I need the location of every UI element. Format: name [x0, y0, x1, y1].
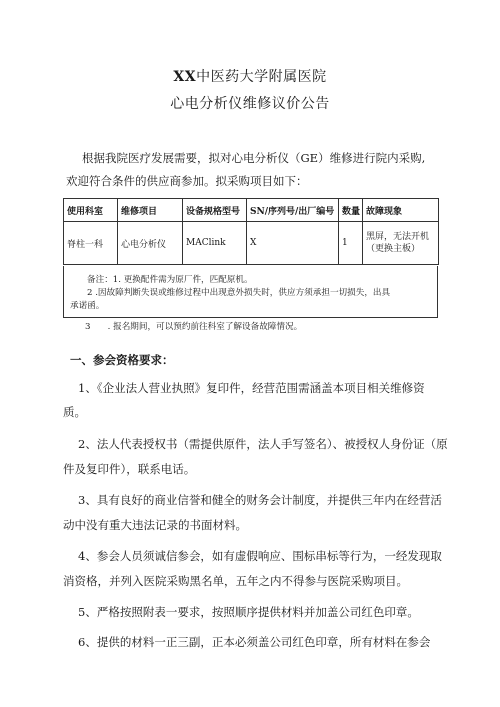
paragraph-line: 动中没有重大违法记录的书面材料。	[63, 518, 247, 532]
paragraph-line: 1、《企业法人营业执照》复印件，经营范围需涵盖本项目相关维修资	[78, 381, 425, 395]
paragraph-line: 件及复印件），联系电话。	[63, 462, 196, 476]
header-model: 设备规格型号	[183, 199, 247, 222]
paragraph-line: 4、参会人员须诚信参会，如有虚假响应、围标串标等行为，一经发现取	[78, 549, 442, 563]
cell-quantity: 1	[339, 222, 363, 265]
paragraph-line: 5、严格按照附表一要求，按照顺序提供材料并加盖公司红色印章。	[78, 605, 419, 619]
paragraph-line: 质。	[63, 405, 86, 419]
header-fault: 故障现象	[363, 199, 439, 222]
hospital-title	[0, 66, 500, 86]
intro-line-1: 根据我院医疗发展需要，拟对心电分析仪（GE）维修进行院内采购,	[82, 151, 426, 165]
paragraph-line: 消资格，并列入医院采购黑名单，五年之内不得参与医院采购项目。	[63, 574, 408, 588]
section-heading: 一、参会资格要求：	[70, 353, 174, 367]
procurement-table	[63, 198, 439, 265]
announcement-subtitle: 心电分析仪维修议价公告	[170, 96, 330, 112]
notes-box	[63, 266, 438, 318]
note-line-2a: 2 .因故障判断失误或维修过程中出现意外损失时，供应方须承担一切损失，出具	[87, 288, 391, 298]
cell-fault: 黑屏，无法开机（更换主板）	[363, 222, 439, 265]
note-line-3: 3 . 报名期间，可以预约前往科室了解设备故障情况。	[85, 322, 303, 332]
cell-model: MAClink	[183, 222, 247, 265]
cell-serial: X	[247, 222, 339, 265]
cell-repair-item: 心电分析仪	[118, 222, 183, 265]
title-main: 中医药大学附属医院	[196, 69, 327, 85]
title-prefix: XX	[173, 69, 197, 85]
header-quantity: 数量	[339, 199, 363, 222]
header-serial: SN/序列号/出厂编号	[247, 199, 339, 222]
intro-line-2: 欢迎符合条件的供应商参加。拟采购项目如下：	[66, 174, 308, 188]
table-row	[64, 222, 439, 265]
header-department: 使用科室	[64, 199, 118, 222]
note-line-2b: 承诺函。	[70, 301, 105, 311]
paragraph-line: 3、具有良好的商业信誉和健全的财务会计制度，并提供三年内在经营活	[78, 493, 442, 507]
note-line-1: 备注：1. 更换配件需为原厂件，匹配原机。	[87, 275, 253, 285]
paragraph-line: 6、提供的材料一正三副，正本必须盖公司红色印章，所有材料在参会	[78, 635, 431, 649]
header-repair-item: 维修项目	[118, 199, 183, 222]
paragraph-line: 2、法人代表授权书（需提供原件，法人手写签名）、被授权人身份证（原	[78, 437, 448, 451]
cell-department: 脊柱一科	[64, 222, 118, 265]
table-header-row	[64, 199, 439, 222]
